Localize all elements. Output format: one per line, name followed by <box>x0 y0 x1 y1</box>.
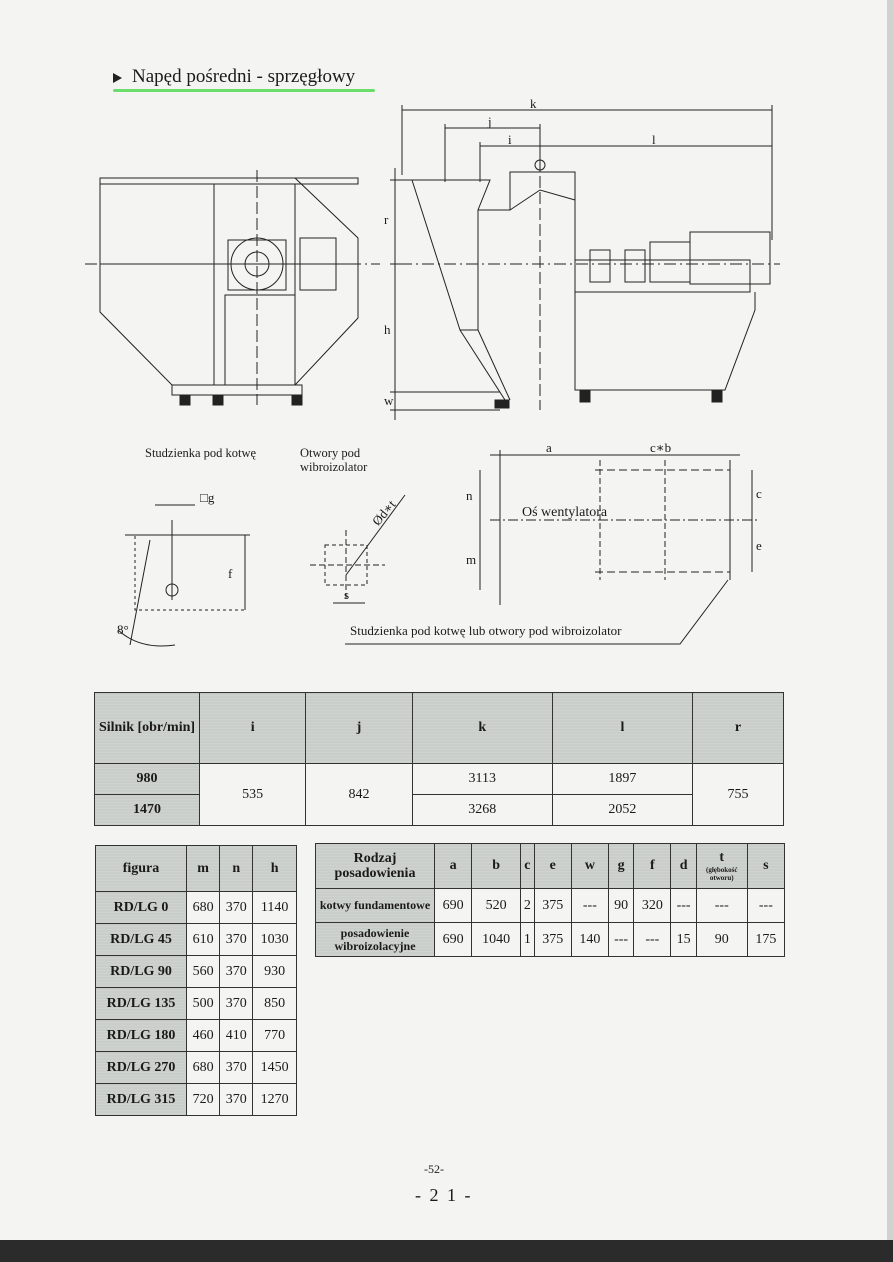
cell-m: 720 <box>187 1084 220 1116</box>
header-l: l <box>552 693 692 764</box>
top-dimensions <box>402 105 772 240</box>
dim-g: □g <box>200 490 215 505</box>
scan-edge-bottom <box>0 1240 893 1262</box>
header-e: e <box>534 844 571 889</box>
cell: 520 <box>472 889 521 923</box>
cell-n: 370 <box>220 892 253 924</box>
cell: --- <box>747 889 784 923</box>
dim-angle: 8° <box>117 622 129 637</box>
header-s: s <box>747 844 784 889</box>
table-row <box>96 1052 297 1084</box>
plan-view <box>345 450 760 644</box>
dim-l: l <box>652 132 656 147</box>
cell: --- <box>634 923 671 957</box>
cell-i: 535 <box>200 764 306 826</box>
cell: 90 <box>696 923 747 957</box>
header-t <box>696 844 747 889</box>
header-d: d <box>671 844 696 889</box>
cell: --- <box>608 923 633 957</box>
figure-name: RD/LG 270 <box>96 1052 187 1084</box>
cell: 2 <box>521 889 535 923</box>
figure-name: RD/LG 45 <box>96 924 187 956</box>
cell: 320 <box>634 889 671 923</box>
mount-type: kotwy fundamentowe <box>316 889 435 923</box>
table-row <box>96 1020 297 1052</box>
cell: --- <box>671 889 696 923</box>
header-r: r <box>693 693 784 764</box>
speed-1470: 1470 <box>95 795 200 826</box>
title-text: Napęd pośredni - sprzęgłowy <box>132 66 356 87</box>
holes-caption: Otwory pod wibroizolator <box>300 446 368 474</box>
header-k: k <box>412 693 552 764</box>
dim-cb: c∗b <box>650 440 672 455</box>
side-view <box>400 160 780 410</box>
cell-m: 610 <box>187 924 220 956</box>
dim-n: n <box>466 488 473 503</box>
cell: 375 <box>534 923 571 957</box>
cell-n: 370 <box>220 924 253 956</box>
cell-n: 370 <box>220 1052 253 1084</box>
dim-w: w <box>384 393 394 408</box>
anchor-caption: Studzienka pod kotwę <box>145 446 257 460</box>
cell: 1040 <box>472 923 521 957</box>
table-row <box>316 923 785 957</box>
cell: 90 <box>608 889 633 923</box>
mount-table <box>315 843 785 957</box>
cell: 175 <box>747 923 784 957</box>
cell-m: 560 <box>187 956 220 988</box>
dim-a: a <box>546 440 552 455</box>
dim-j: j <box>488 114 492 129</box>
figure-table <box>95 845 297 1116</box>
cell-h: 1270 <box>253 1084 297 1116</box>
dim-h: h <box>384 322 391 337</box>
dim-f: f <box>228 566 233 581</box>
cell-j: 842 <box>306 764 412 826</box>
header-t-letter: t <box>719 850 725 865</box>
cell-m: 460 <box>187 1020 220 1052</box>
cell-h: 1450 <box>253 1052 297 1084</box>
header-m: m <box>187 846 220 892</box>
dim-r: r <box>384 212 389 227</box>
cell-k-980: 3113 <box>412 764 552 795</box>
header-a: a <box>435 844 472 889</box>
cell-m: 500 <box>187 988 220 1020</box>
cell: 690 <box>435 889 472 923</box>
page-number: -52- <box>424 1162 444 1176</box>
cell-m: 680 <box>187 1052 220 1084</box>
header-g: g <box>608 844 633 889</box>
header-n: n <box>220 846 253 892</box>
dim-d: Ød∗t <box>368 497 399 529</box>
cell-h: 770 <box>253 1020 297 1052</box>
dim-k: k <box>530 96 537 111</box>
side-dimensions <box>390 168 500 420</box>
header-silnik: Silnik [obr/min] <box>95 693 200 764</box>
cell-n: 410 <box>220 1020 253 1052</box>
header-i: i <box>200 693 306 764</box>
mount-type: posadowienie wibroizolacyjne <box>316 923 435 957</box>
table-row <box>96 1084 297 1116</box>
front-view <box>85 170 380 405</box>
header-figura: figura <box>96 846 187 892</box>
cell-n: 370 <box>220 988 253 1020</box>
figure-name: RD/LG 0 <box>96 892 187 924</box>
header-f: f <box>634 844 671 889</box>
table-row <box>316 889 785 923</box>
table-row <box>96 988 297 1020</box>
cell: 375 <box>534 889 571 923</box>
cell: 690 <box>435 923 472 957</box>
dim-c: c <box>756 486 762 501</box>
speed-980: 980 <box>95 764 200 795</box>
cell: 15 <box>671 923 696 957</box>
cell-k-1470: 3268 <box>412 795 552 826</box>
bottom-caption: Studzienka pod kotwę lub otwory pod wibroizolator <box>350 623 622 638</box>
cell: --- <box>571 889 608 923</box>
dim-e: e <box>756 538 762 553</box>
handwritten-page-number: - 2 1 - <box>415 1185 473 1205</box>
figure-name: RD/LG 90 <box>96 956 187 988</box>
cell: 1 <box>521 923 535 957</box>
header-j: j <box>306 693 412 764</box>
header-w: w <box>571 844 608 889</box>
header-h: h <box>253 846 297 892</box>
header-b: b <box>472 844 521 889</box>
cell-l-1470: 2052 <box>552 795 692 826</box>
header-rodzaj: Rodzaj posadowienia <box>316 844 435 889</box>
header-t-sub: (głębokość otworu) <box>706 866 738 882</box>
cell-m: 680 <box>187 892 220 924</box>
cell-l-980: 1897 <box>552 764 692 795</box>
dim-m: m <box>466 552 477 567</box>
cell-r: 755 <box>693 764 784 826</box>
cell-h: 1030 <box>253 924 297 956</box>
cell: 140 <box>571 923 608 957</box>
dim-s: s <box>344 587 350 602</box>
fan-axis-label: Oś wentylatora <box>522 505 608 520</box>
cell-n: 370 <box>220 956 253 988</box>
header-c: c <box>521 844 535 889</box>
table-row <box>96 924 297 956</box>
cell-h: 930 <box>253 956 297 988</box>
motor-table <box>94 692 784 826</box>
cell-h: 850 <box>253 988 297 1020</box>
figure-name: RD/LG 315 <box>96 1084 187 1116</box>
cell-n: 370 <box>220 1084 253 1116</box>
cell: --- <box>696 889 747 923</box>
figure-name: RD/LG 135 <box>96 988 187 1020</box>
table-row <box>96 892 297 924</box>
cell-h: 1140 <box>253 892 297 924</box>
dim-i: i <box>508 132 512 147</box>
figure-name: RD/LG 180 <box>96 1020 187 1052</box>
table-row <box>96 956 297 988</box>
